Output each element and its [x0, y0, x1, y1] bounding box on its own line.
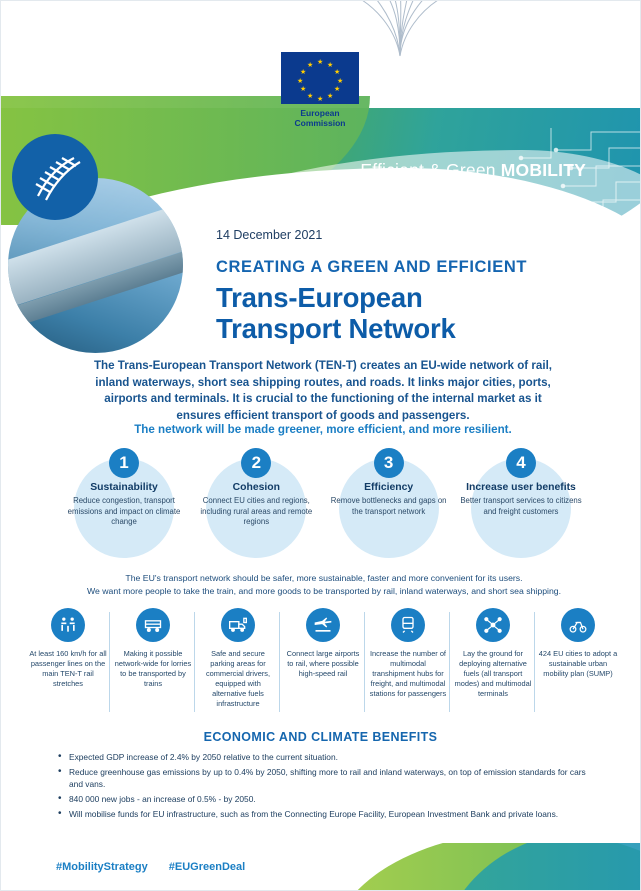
pillar-number: 1: [109, 448, 139, 478]
kicker-text: CREATING A GREEN AND EFFICIENT: [216, 258, 528, 276]
pillars-row: [60, 448, 585, 563]
multimodal-hub-icon: [391, 608, 425, 642]
benefit-item: • Expected GDP increase of 2.4% by 2050 relative to the current situation.: [58, 752, 598, 764]
band-title-light: Efficient & Green: [360, 160, 501, 180]
measures-row: [28, 608, 618, 720]
pillar-4: [457, 448, 585, 563]
measure-text: Connect large airports to rail, where possible high-speed rail: [286, 649, 360, 678]
intro-highlight: The network will be made greener, more efficient, and more resilient.: [134, 423, 512, 436]
measure-text: At least 160 km/h for all passenger lines on the main TEN-T rail stretches: [29, 649, 107, 688]
pillar-title: Cohesion: [232, 482, 280, 493]
pillar-number: 4: [506, 448, 536, 478]
freight-wagon-icon: [136, 608, 170, 642]
pillar-number: 2: [241, 448, 271, 478]
pillar-1: [60, 448, 188, 563]
airport-rail-icon: [306, 608, 340, 642]
rail-tracks-icon: [12, 134, 98, 220]
measure-1: [28, 608, 108, 720]
page-title: [216, 282, 456, 344]
line-fan-decoration: [300, 0, 500, 60]
pillar-title: Increase user benefits: [466, 482, 576, 493]
measure-5: [368, 608, 448, 720]
pillar-number: 3: [374, 448, 404, 478]
hashtag-eu-green-deal[interactable]: #EUGreenDeal: [168, 861, 246, 873]
mid-statement-line2: We want more people to take the train, and more goods to be transported by rail, inland waterways, and short sea shipping.: [86, 585, 562, 596]
page-title-line1: Trans-European: [216, 282, 423, 313]
truck-parking-fuel-icon: [221, 608, 255, 642]
measure-6: [453, 608, 533, 720]
eu-emblem-label-line2: Commission: [294, 118, 346, 128]
measure-2: [113, 608, 193, 720]
measure-3: [198, 608, 278, 720]
measure-text: Safe and secure parking areas for commercial drivers, equipped with alternative fuels infrastructure: [205, 649, 271, 708]
footer-hashtags: [56, 861, 263, 873]
pillar-text: Better transport services to citizens and freight customers: [460, 496, 582, 516]
measure-text: Increase the number of multimodal transhipment hubs for freight, and multimodal stations for passengers: [369, 649, 447, 698]
eu-flag: ★ ★ ★ ★ ★ ★ ★ ★ ★ ★ ★ ★: [281, 52, 359, 104]
band-title-bold: MOBILITY: [500, 160, 586, 180]
pillar-text: Reduce congestion, transport emissions and impact on climate change: [67, 496, 181, 526]
benefit-item: • 840 000 new jobs - an increase of 0.5% - by 2050.: [58, 794, 598, 806]
pillar-text: Remove bottlenecks and gaps on the transport network: [330, 496, 447, 516]
band-title: [360, 160, 586, 181]
publication-date: 14 December 2021: [216, 228, 323, 242]
measure-text: 424 EU cities to adopt a sustainable urban mobility plan (SUMP): [538, 649, 618, 678]
benefits-list: [58, 752, 598, 824]
pillar-2: [192, 448, 320, 563]
measure-text: Making it possible network-wide for lorries to be transported by trains: [114, 649, 192, 688]
pillar-text: Connect EU cities and regions, including rural areas and remote regions: [200, 496, 313, 526]
eu-commission-emblem: [272, 52, 368, 137]
pillar-title: Efficiency: [364, 482, 414, 493]
mid-statement: [54, 572, 594, 597]
benefit-item: • Will mobilise funds for EU infrastructure, such as from the Connecting Europe Facility, European Investment Bank and private loans.: [58, 809, 598, 821]
measure-7: [538, 608, 618, 720]
hashtag-mobility-strategy[interactable]: #MobilityStrategy: [56, 861, 148, 873]
eu-emblem-label-line1: European: [300, 108, 340, 118]
benefits-title: ECONOMIC AND CLIMATE BENEFITS: [203, 730, 438, 744]
passenger-rail-icon: [51, 608, 85, 642]
measure-4: [283, 608, 363, 720]
benefit-item: • Reduce greenhouse gas emissions by up to 0.4% by 2050, shifting more to rail and inland waterways, on top of emission standards for cars and vans.: [58, 767, 598, 790]
intro-paragraph: The Trans-European Transport Network (TEN-T) creates an EU-wide network of rail, inland waterways, short sea shipping routes, and roads. It links major cities, ports, airports and terminals. It is crucial to the functioning of the internal market as it ensures efficient transport of goods and passengers.: [93, 359, 553, 422]
network-nodes-icon: [476, 608, 510, 642]
measure-text: Lay the ground for deploying alternative fuels (all transport modes) and multimodal terminals: [454, 649, 532, 698]
mid-statement-line1: The EU's transport network should be safer, more sustainable, faster and more convenient for its users.: [125, 573, 523, 583]
page-title-line2: Transport Network: [216, 313, 456, 344]
pillar-3: [325, 448, 453, 563]
pillar-title: Sustainability: [90, 482, 158, 493]
urban-mobility-icon: [561, 608, 595, 642]
eu-emblem-label: [272, 108, 368, 128]
